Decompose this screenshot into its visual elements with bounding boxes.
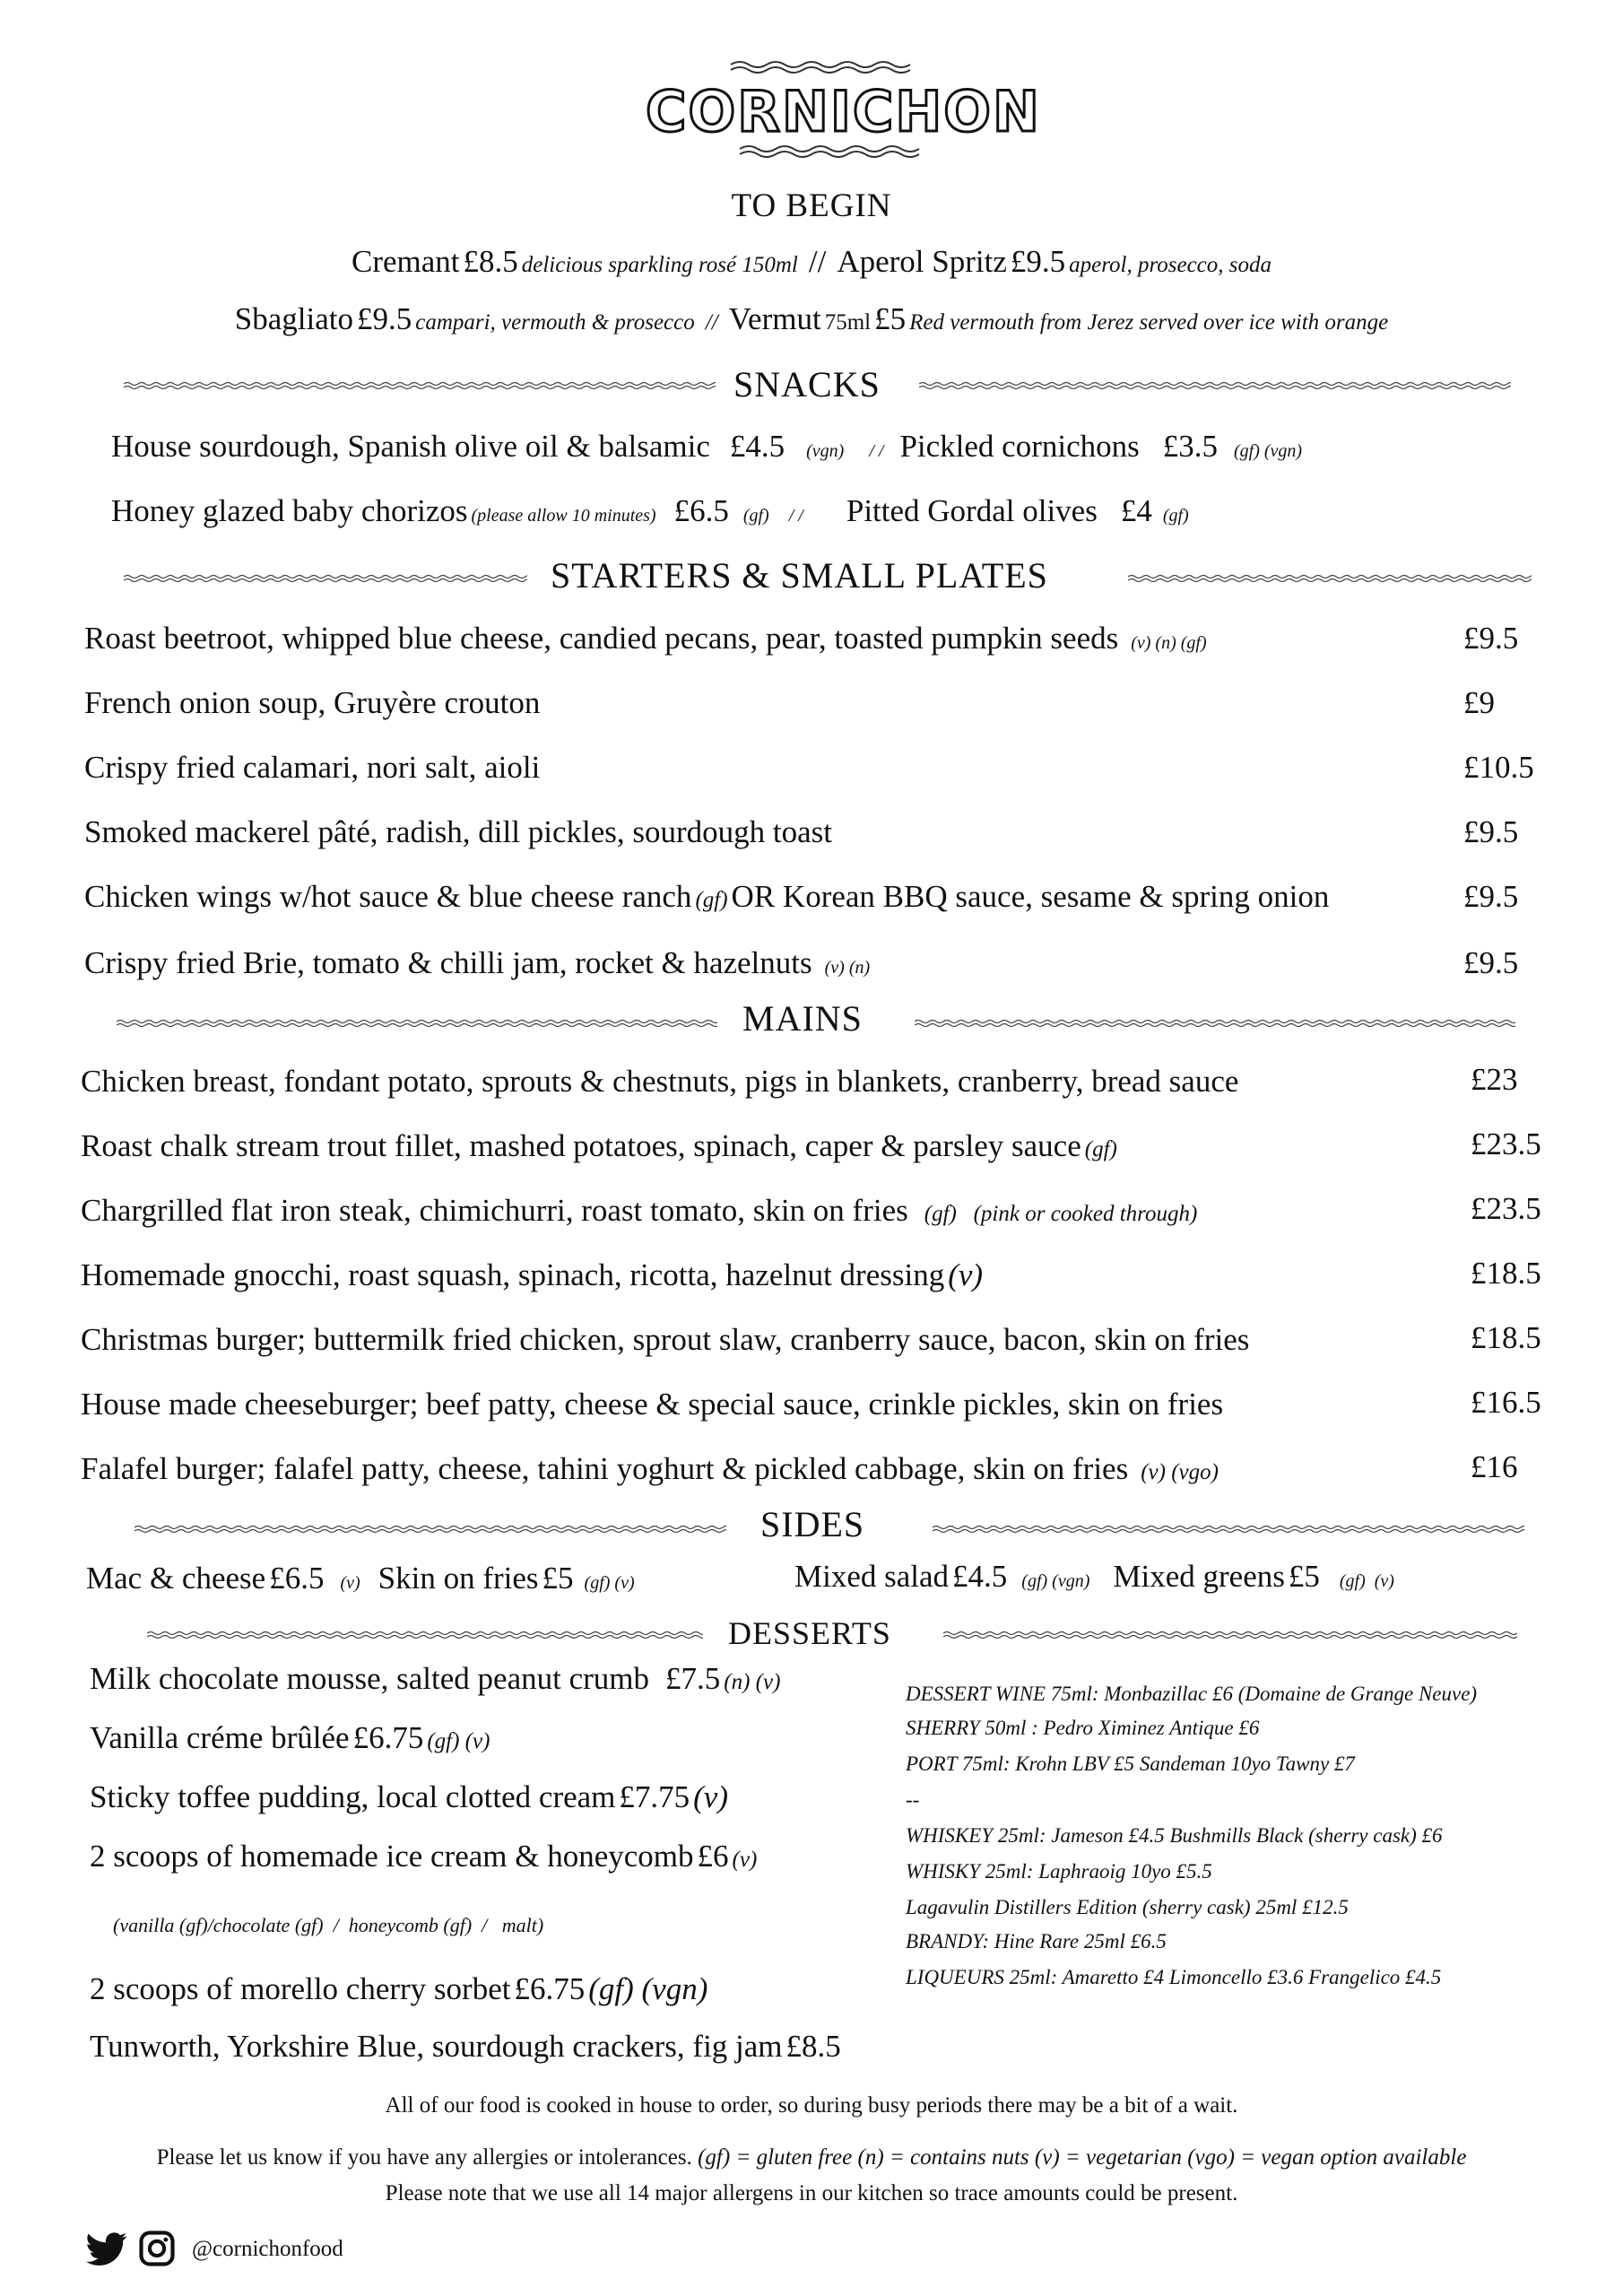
social-handle[interactable]: @cornichonfood [192,2237,343,2261]
side-name: Mixed greens [1113,1559,1285,1594]
dessert-name: Sticky toffee pudding, local clotted cream [90,1779,616,1814]
dish-name: Falafel burger; falafel patty, cheese, tahini yoghurt & pickled cabbage, skin on fries [81,1451,1129,1486]
dish-name: Smoked mackerel pâté, radish, dill pickles, sourdough toast [84,814,832,849]
dish-price: £9.5 [1463,621,1519,656]
main-item [81,1257,983,1293]
dish-price: £23 [1471,1062,1518,1097]
main-item [81,1064,1238,1100]
starter-item [84,685,540,721]
side-price: £6.5 [269,1561,325,1596]
snack-name: House sourdough, Spanish olive oil & balsamic [111,429,710,464]
dessert-item [90,1971,707,2007]
instagram-icon[interactable] [138,2230,176,2267]
side-name: Skin on fries [378,1561,539,1596]
twitter-icon[interactable] [86,2231,127,2267]
drinks-line: WHISKEY 25ml: Jameson £4.5 Bushmills Black (sherry cask) £6 [906,1824,1443,1847]
wave-divider [135,1523,726,1535]
to-begin-heading: TO BEGIN [731,187,892,224]
starters-heading: STARTERS & SMALL PLATES [551,555,1048,596]
footer-allergy [0,2145,1623,2170]
drink-desc: Red vermouth from Jerez served over ice with orange [909,310,1389,335]
diet-tag: (gf) [695,888,728,912]
diet-tag: (gf) (pink or cooked through) [924,1202,1198,1226]
drinks-line: Lagavulin Distillers Edition (sherry cask) 25ml £12.5 [906,1896,1349,1918]
dish-name: Crispy fried calamari, nori salt, aioli [84,750,541,785]
wave-divider [933,1523,1524,1535]
main-item [81,1451,1219,1487]
to-begin-line-2 [0,301,1623,337]
diet-tag: (v) [948,1257,984,1292]
drinks-line: -- [906,1788,920,1811]
drinks-line: WHISKY 25ml: Laphraoig 10yo £5.5 [906,1860,1212,1883]
dessert-item [90,2029,841,2065]
footer-note: All of our food is cooked in house to order, so during busy periods there may be a bit of a wait. [385,2093,1238,2118]
snack-name: Pickled cornichons [899,429,1140,464]
logo-wordmark: CORNICHON [646,79,1041,144]
dish-name: French onion soup, Gruyère crouton [84,685,541,720]
side-name: Mixed salad [794,1559,950,1594]
footer-legend: (gf) = gluten free (n) = contains nuts (v) = vegetarian (vgo) = vegan option available [698,2145,1467,2170]
diet-tag: (v) (n) (gf) [1131,633,1207,653]
diet-tag: (gf) (vgn) [1234,441,1303,461]
wave-divider [147,1629,703,1641]
dish-name: Chicken wings w/hot sauce & blue cheese ranch [84,879,692,914]
dish-name: Crispy fried Brie, tomato & chilli jam, rocket & hazelnuts [84,945,812,980]
diet-tag: (n) (v) [724,1670,781,1694]
snack-price: £6.5 [673,493,729,528]
side-price: £5 [542,1561,574,1596]
snack-price: £3.5 [1162,429,1218,464]
snack-name: Honey glazed baby chorizos [111,493,468,528]
cornichon-logo [646,52,1041,169]
snack-note: (please allow 10 minutes) [471,506,656,526]
separator: // [808,244,827,279]
drink-price: £9.5 [356,301,412,336]
dish-price: £9.5 [1463,945,1519,980]
dish-price: £18.5 [1471,1320,1541,1355]
dish-price: £23.5 [1471,1191,1541,1226]
separator: / / [788,506,803,526]
starter-item [84,750,540,786]
dessert-price: £7.5 [665,1661,721,1696]
wave-divider [943,1629,1517,1641]
wave-divider [117,1017,717,1030]
starter-item [84,945,870,981]
dish-price: £9.5 [1463,814,1519,849]
diet-tag: (gf) (v) [1339,1571,1394,1591]
diet-tag: (gf) [1162,506,1189,526]
dessert-item [90,1839,757,1874]
drinks-line: DESSERT WINE 75ml: Monbazillac £6 (Domaine de Grange Neuve) [906,1683,1478,1705]
mains-heading: MAINS [742,998,863,1039]
diet-tag: (gf) [742,506,769,526]
diet-tag: (gf) (v) [427,1729,490,1753]
diet-tag: (gf) (vgn) [1021,1571,1090,1591]
starter-item [84,879,1329,915]
drink-price: £9.5 [1010,244,1066,279]
side-name: Mac & cheese [86,1561,266,1596]
drink-name: Cremant [351,244,460,279]
drink-price: £5 [874,301,907,336]
desserts-heading: DESSERTS [728,1615,891,1651]
side-price: £5 [1288,1559,1320,1594]
drinks-line: LIQUEURS 25ml: Amaretto £4 Limoncello £3.6 Frangelico £4.5 [906,1966,1442,1988]
diet-tag: (v) [340,1573,360,1593]
snack-name: Pitted Gordal olives [846,493,1098,528]
dish-name: Chicken breast, fondant potato, sprouts & chestnuts, pigs in blankets, cranberry, bread sauce [81,1064,1239,1099]
main-item [81,1128,1117,1164]
wave-divider [915,1017,1515,1030]
side-price: £4.5 [952,1559,1008,1594]
dish-name: House made cheeseburger; beef patty, cheese & special sauce, crinkle pickles, skin on fries [81,1387,1224,1422]
drink-desc: aperol, prosecco, soda [1069,253,1272,277]
sides-row [794,1559,1394,1595]
to-begin-line-1 [0,244,1623,280]
diet-tag: (gf) [1084,1137,1117,1161]
dish-name: Homemade gnocchi, roast squash, spinach, ricotta, hazelnut dressing [81,1257,945,1292]
dish-name: Christmas burger; buttermilk fried chicken, sprout slaw, cranberry sauce, bacon, skin on fries [81,1322,1250,1357]
dessert-price: £8.5 [785,2029,841,2064]
main-item [81,1193,1197,1229]
diet-tag: (v) [732,1848,758,1872]
drink-desc: campari, vermouth & prosecco [415,310,695,335]
diet-tag: (vgn) [806,441,845,461]
footer-allergy-text: Please let us know if you have any allergies or intolerances. [156,2145,692,2170]
dessert-price: £7.75 [619,1779,690,1814]
diet-tag: (v) (n) [824,958,871,978]
drinks-line: PORT 75ml: Krohn LBV £5 Sandeman 10yo Tawny £7 [906,1752,1355,1775]
drinks-line: SHERRY 50ml : Pedro Ximinez Antique £6 [906,1717,1260,1739]
drink-size: 75ml [824,310,872,335]
dessert-name: Milk chocolate mousse, salted peanut crumb [90,1661,650,1696]
footer-allergens: Please note that we use all 14 major allergens in our kitchen so trace amounts could be present. [385,2181,1238,2205]
dish-name: Roast chalk stream trout fillet, mashed potatoes, spinach, caper & parsley sauce [81,1128,1081,1163]
dish-price: £9.5 [1463,879,1519,914]
dessert-price: £6.75 [514,1971,586,2006]
drinks-line: BRANDY: Hine Rare 25ml £6.5 [906,1930,1167,1952]
separator: // [705,310,718,335]
drink-desc: delicious sparkling rosé 150ml [521,253,798,277]
snacks-row-2 [111,493,1189,529]
wave-divider [919,379,1511,392]
diet-tag: (v) [693,1779,728,1814]
wave-divider [1128,572,1532,585]
dessert-name: Vanilla créme brûlée [90,1720,350,1755]
main-item [81,1322,1249,1358]
dish-price: £18.5 [1471,1256,1541,1291]
snack-price: £4.5 [729,429,785,464]
dish-price: £23.5 [1471,1126,1541,1161]
sides-row [86,1561,635,1596]
wave-divider [124,379,716,392]
ice-cream-flavours: (vanilla (gf)/chocolate (gf) / honeycomb (gf) / malt) [113,1914,544,1936]
snacks-heading: SNACKS [733,364,881,404]
starter-item [84,814,832,850]
dish-name: Roast beetroot, whipped blue cheese, candied pecans, pear, toasted pumpkin seeds [84,621,1119,656]
dish-price: £9 [1463,685,1495,720]
diet-tag: (v) (vgo) [1141,1460,1219,1484]
dessert-price: £6.75 [352,1720,424,1755]
drink-name: Aperol Spritz [837,244,1007,279]
drink-name: Vermut [728,301,821,336]
diet-tag: (gf) (v) [584,1573,635,1593]
dish-name: Chargrilled flat iron steak, chimichurri, roast tomato, skin on fries [81,1193,908,1228]
dish-price: £10.5 [1463,750,1534,785]
dish-price: £16 [1471,1449,1518,1484]
dessert-name: 2 scoops of homemade ice cream & honeycomb [90,1839,694,1874]
dish-price: £16.5 [1471,1385,1541,1420]
drink-price: £8.5 [463,244,518,279]
starter-item [84,621,1207,657]
snacks-row-1 [111,429,1302,465]
dessert-price: £6 [697,1839,729,1874]
drink-name: Sbagliato [234,301,353,336]
main-item [81,1387,1223,1422]
dish-name-alt: OR Korean BBQ sauce, sesame & spring onion [731,879,1330,914]
dessert-item [90,1720,490,1756]
sides-heading: SIDES [760,1504,865,1544]
diet-tag: (gf) (vgn) [588,1971,708,2006]
snack-price: £4 [1120,493,1152,528]
dessert-name: Tunworth, Yorkshire Blue, sourdough crackers, fig jam [90,2029,783,2064]
dessert-item [90,1661,780,1697]
dessert-name: 2 scoops of morello cherry sorbet [90,1971,511,2006]
dessert-item [90,1779,728,1815]
separator: / / [869,441,884,461]
wave-divider [124,572,527,585]
